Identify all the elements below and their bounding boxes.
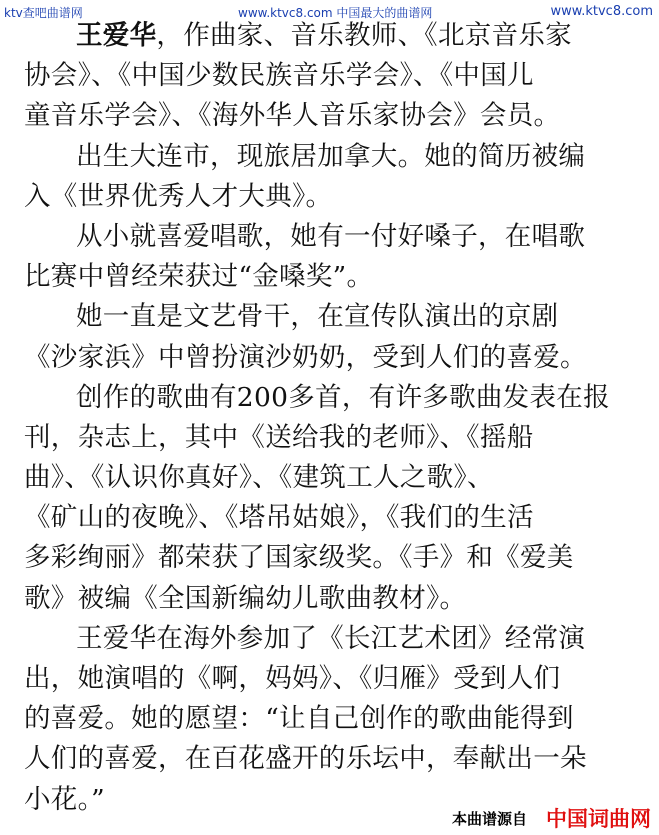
article-body	[24, 16, 644, 820]
paragraph-line: 从小就喜爱唱歌，她有一付好嗓子，在唱歌	[76, 220, 586, 252]
paragraph-line: 的喜爱。她的愿望：“让自己创作的歌曲能得到	[24, 703, 574, 735]
paragraph-line: 王爱华，作曲家、音乐教师、《北京音乐家	[76, 20, 572, 51]
paragraph-line: 王爱华在海外参加了《长江艺术团》经常演	[76, 622, 586, 654]
source-brand-link[interactable]: 中国词曲网	[546, 807, 651, 831]
paragraph-line: 出生大连市，现旅居加拿大。她的简历被编	[76, 140, 586, 172]
paragraph-line: 入《世界优秀人才大典》。	[24, 180, 333, 212]
paragraph-line: 小花。”	[24, 783, 105, 815]
paragraph-line: 出，她演唱的《啊，妈妈》、《归雁》受到人们	[24, 663, 561, 694]
paragraph-line: 她一直是文艺骨干，在宣传队演出的京剧	[76, 301, 559, 333]
watermark-right: www.ktvc8.com	[550, 4, 653, 19]
paragraph-line: 曲》、《认识你真好》、《建筑工人之歌》、	[24, 462, 494, 494]
paragraph-line: 《矿山的夜晚》、《塔吊姑娘》，《我们的生活	[24, 502, 534, 534]
source-label: 本曲谱源自	[452, 810, 528, 828]
paragraph-line: 多彩绚丽》都荣获了国家级奖。《手》和《爱美	[24, 542, 574, 574]
watermark-center: www.ktvc8.com 中国最大的曲谱网	[238, 6, 433, 20]
paragraph-line: 比赛中曾经荣获过“金嗓奖”。	[24, 261, 374, 293]
paragraph-line: 歌》被编《全国新编幼儿歌曲教材》。	[24, 582, 467, 614]
paragraph-line: 创作的歌曲有200多首，有许多歌曲发表在报	[76, 381, 610, 413]
paragraph-line: 人们的喜爱，在百花盛开的乐坛中，奉献出一朵	[24, 743, 587, 775]
paragraph-line: 刊，杂志上，其中《送给我的老师》、《摇船	[24, 421, 534, 453]
paragraph-line: 《沙家浜》中曾扮演沙奶奶，受到人们的喜爱。	[24, 341, 587, 373]
paragraph-line: 协会》、《中国少数民族音乐学会》、《中国儿	[24, 60, 534, 92]
paragraph-line: 童音乐学会》、《海外华人音乐家协会》会员。	[24, 100, 561, 132]
author-name: 王爱华	[76, 20, 157, 51]
watermark-left: ktv查吧曲谱网	[4, 6, 83, 20]
